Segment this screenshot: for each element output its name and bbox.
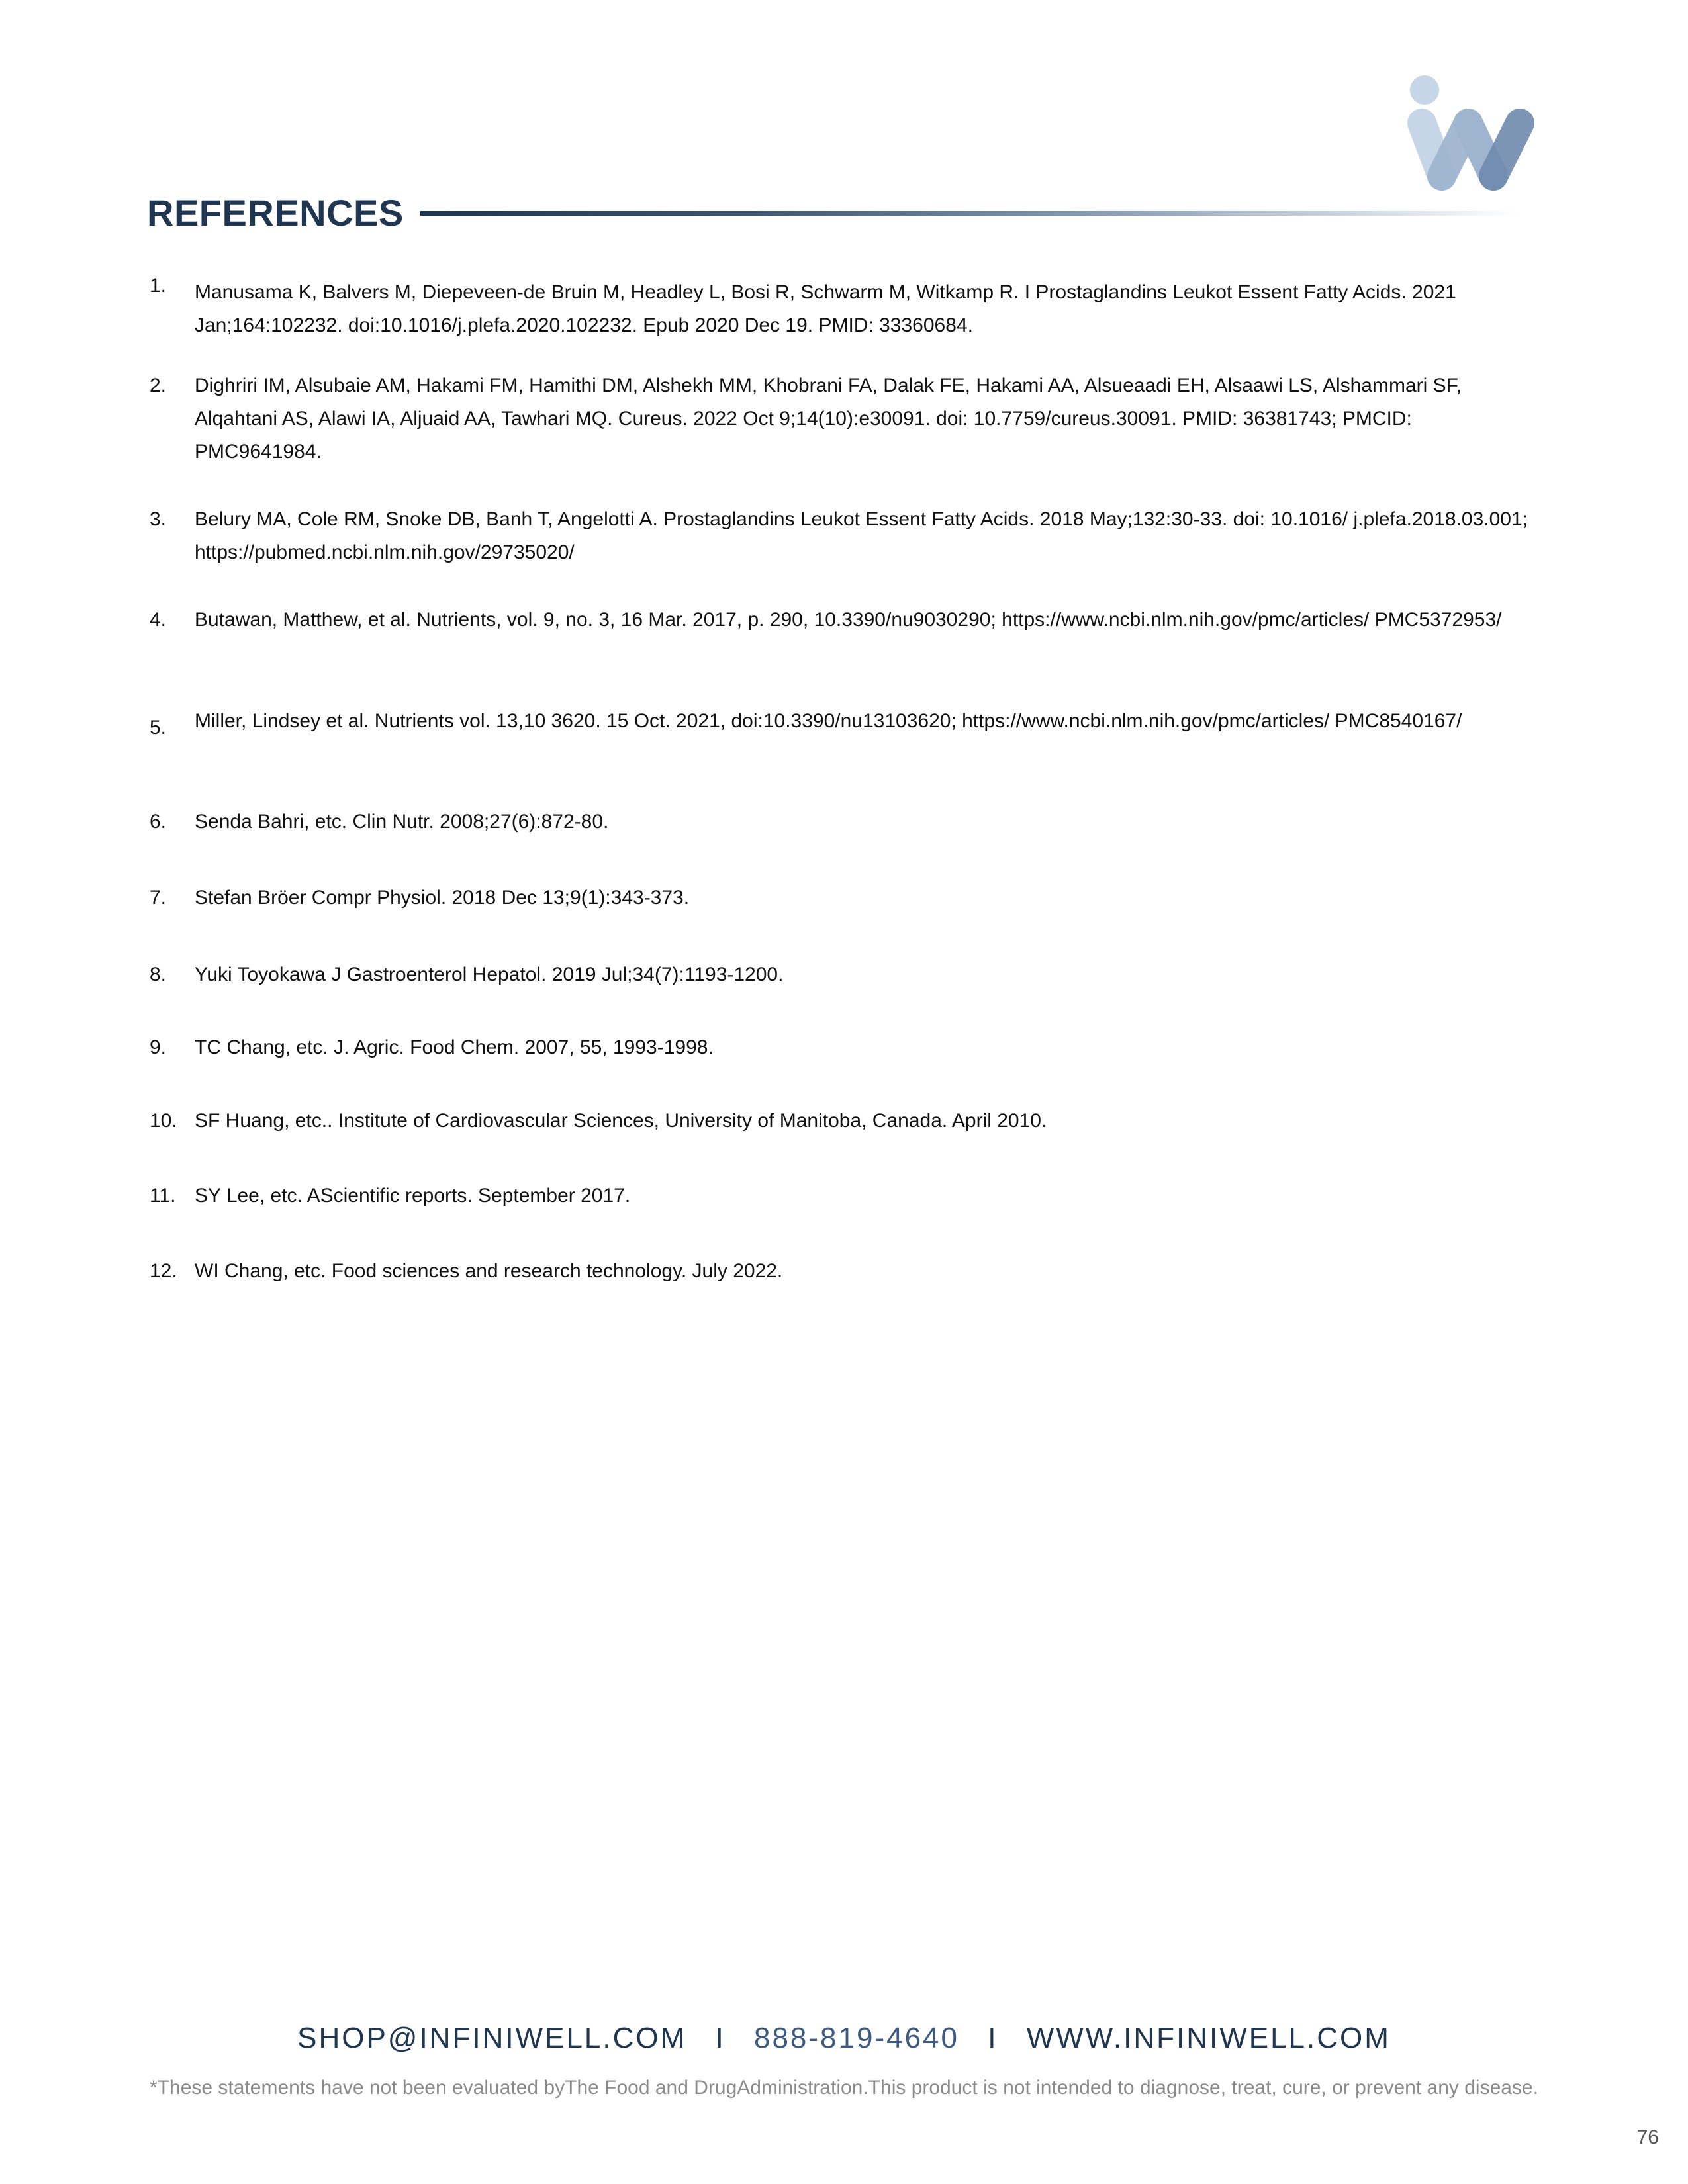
title-divider: [420, 211, 1519, 216]
footer-phone-link[interactable]: 888-819-4640: [753, 2022, 959, 2054]
footer-contact: [0, 2019, 1688, 2058]
reference-number: 8.: [150, 964, 167, 985]
reference-number: 10.: [150, 1110, 177, 1132]
reference-number: 7.: [150, 887, 167, 909]
reference-text: WI Chang, etc. Food sciences and research technology. July 2022.: [195, 1260, 783, 1282]
reference-text: SY Lee, etc. AScientific reports. September 2017.: [195, 1185, 631, 1206]
footer-separator: I: [715, 2022, 726, 2054]
reference-text: Senda Bahri, etc. Clin Nutr. 2008;27(6):872-80.: [195, 811, 609, 833]
reference-text: TC Chang, etc. J. Agric. Food Chem. 2007, 55, 1993-1998.: [195, 1036, 714, 1058]
reference-number: 5.: [150, 717, 167, 739]
reference-number: 6.: [150, 811, 167, 833]
infiniwell-logo-icon: [1402, 71, 1541, 191]
footer-email-link[interactable]: SHOP@INFINIWELL.COM: [297, 2022, 687, 2054]
page-title: REFERENCES: [147, 192, 404, 234]
reference-text: Yuki Toyokawa J Gastroenterol Hepatol. 2019 Jul;34(7):1193-1200.: [195, 964, 784, 985]
reference-number: 2.: [150, 375, 167, 396]
reference-number: 12.: [150, 1260, 177, 1282]
reference-number: 4.: [150, 609, 167, 631]
section-header: [147, 187, 1530, 240]
footer-website-link[interactable]: WWW.INFINIWELL.COM: [1026, 2022, 1391, 2054]
reference-text: Butawan, Matthew, et al. Nutrients, vol. 9, no. 3, 16 Mar. 2017, p. 290, 10.3390/nu9030290; https://www.ncbi.nlm.nih.gov/pmc/articles/ PMC5372953/: [195, 609, 1502, 631]
reference-text: Stefan Bröer Compr Physiol. 2018 Dec 13;9(1):343-373.: [195, 887, 690, 909]
reference-text: Manusama K, Balvers M, Diepeveen-de Bruin M, Headley L, Bosi R, Schwarm M, Witkamp R. I Prostaglandins Leukot Essent Fatty Acids. 2021 Jan;164:102232. doi:10.1016/j.plefa.2020.102232. Epub 2020 Dec 19. PMID: 33360684.: [195, 281, 1456, 336]
reference-number: 11.: [150, 1185, 176, 1206]
fda-disclaimer: *These statements have not been evaluated byThe Food and DrugAdministration.This product is not intended to diagnose, treat, cure, or prevent any disease.: [150, 2077, 1538, 2099]
reference-number: 3.: [150, 508, 167, 530]
reference-text: Miller, Lindsey et al. Nutrients vol. 13,10 3620. 15 Oct. 2021, doi:10.3390/nu13103620; https://www.ncbi.nlm.nih.gov/pmc/articles/ PMC8540167/: [195, 710, 1462, 732]
reference-text: Belury MA, Cole RM, Snoke DB, Banh T, Angelotti A. Prostaglandins Leukot Essent Fatty Acids. 2018 May;132:30-33. doi: 10.1016/ j.plefa.2018.03.001; https://pubmed.ncbi.nlm.nih.gov/29735020/: [195, 508, 1528, 563]
page-number: 76: [1636, 2126, 1659, 2148]
reference-number: 1.: [150, 275, 167, 296]
reference-text: Dighriri IM, Alsubaie AM, Hakami FM, Hamithi DM, Alshekh MM, Khobrani FA, Dalak FE, Hakami AA, Alsueaadi EH, Alsaawi LS, Alshammari SF, Alqahtani AS, Alawi IA, Aljuaid AA, Tawhari MQ. Cureus. 2022 Oct 9;14(10):e30091. doi: 10.7759/cureus.30091. PMID: 36381743; PMCID: PMC9641984.: [195, 375, 1462, 463]
reference-number: 9.: [150, 1036, 167, 1058]
footer-separator: I: [988, 2022, 998, 2054]
reference-text: SF Huang, etc.. Institute of Cardiovascular Sciences, University of Manitoba, Canada. April 2010.: [195, 1110, 1047, 1132]
